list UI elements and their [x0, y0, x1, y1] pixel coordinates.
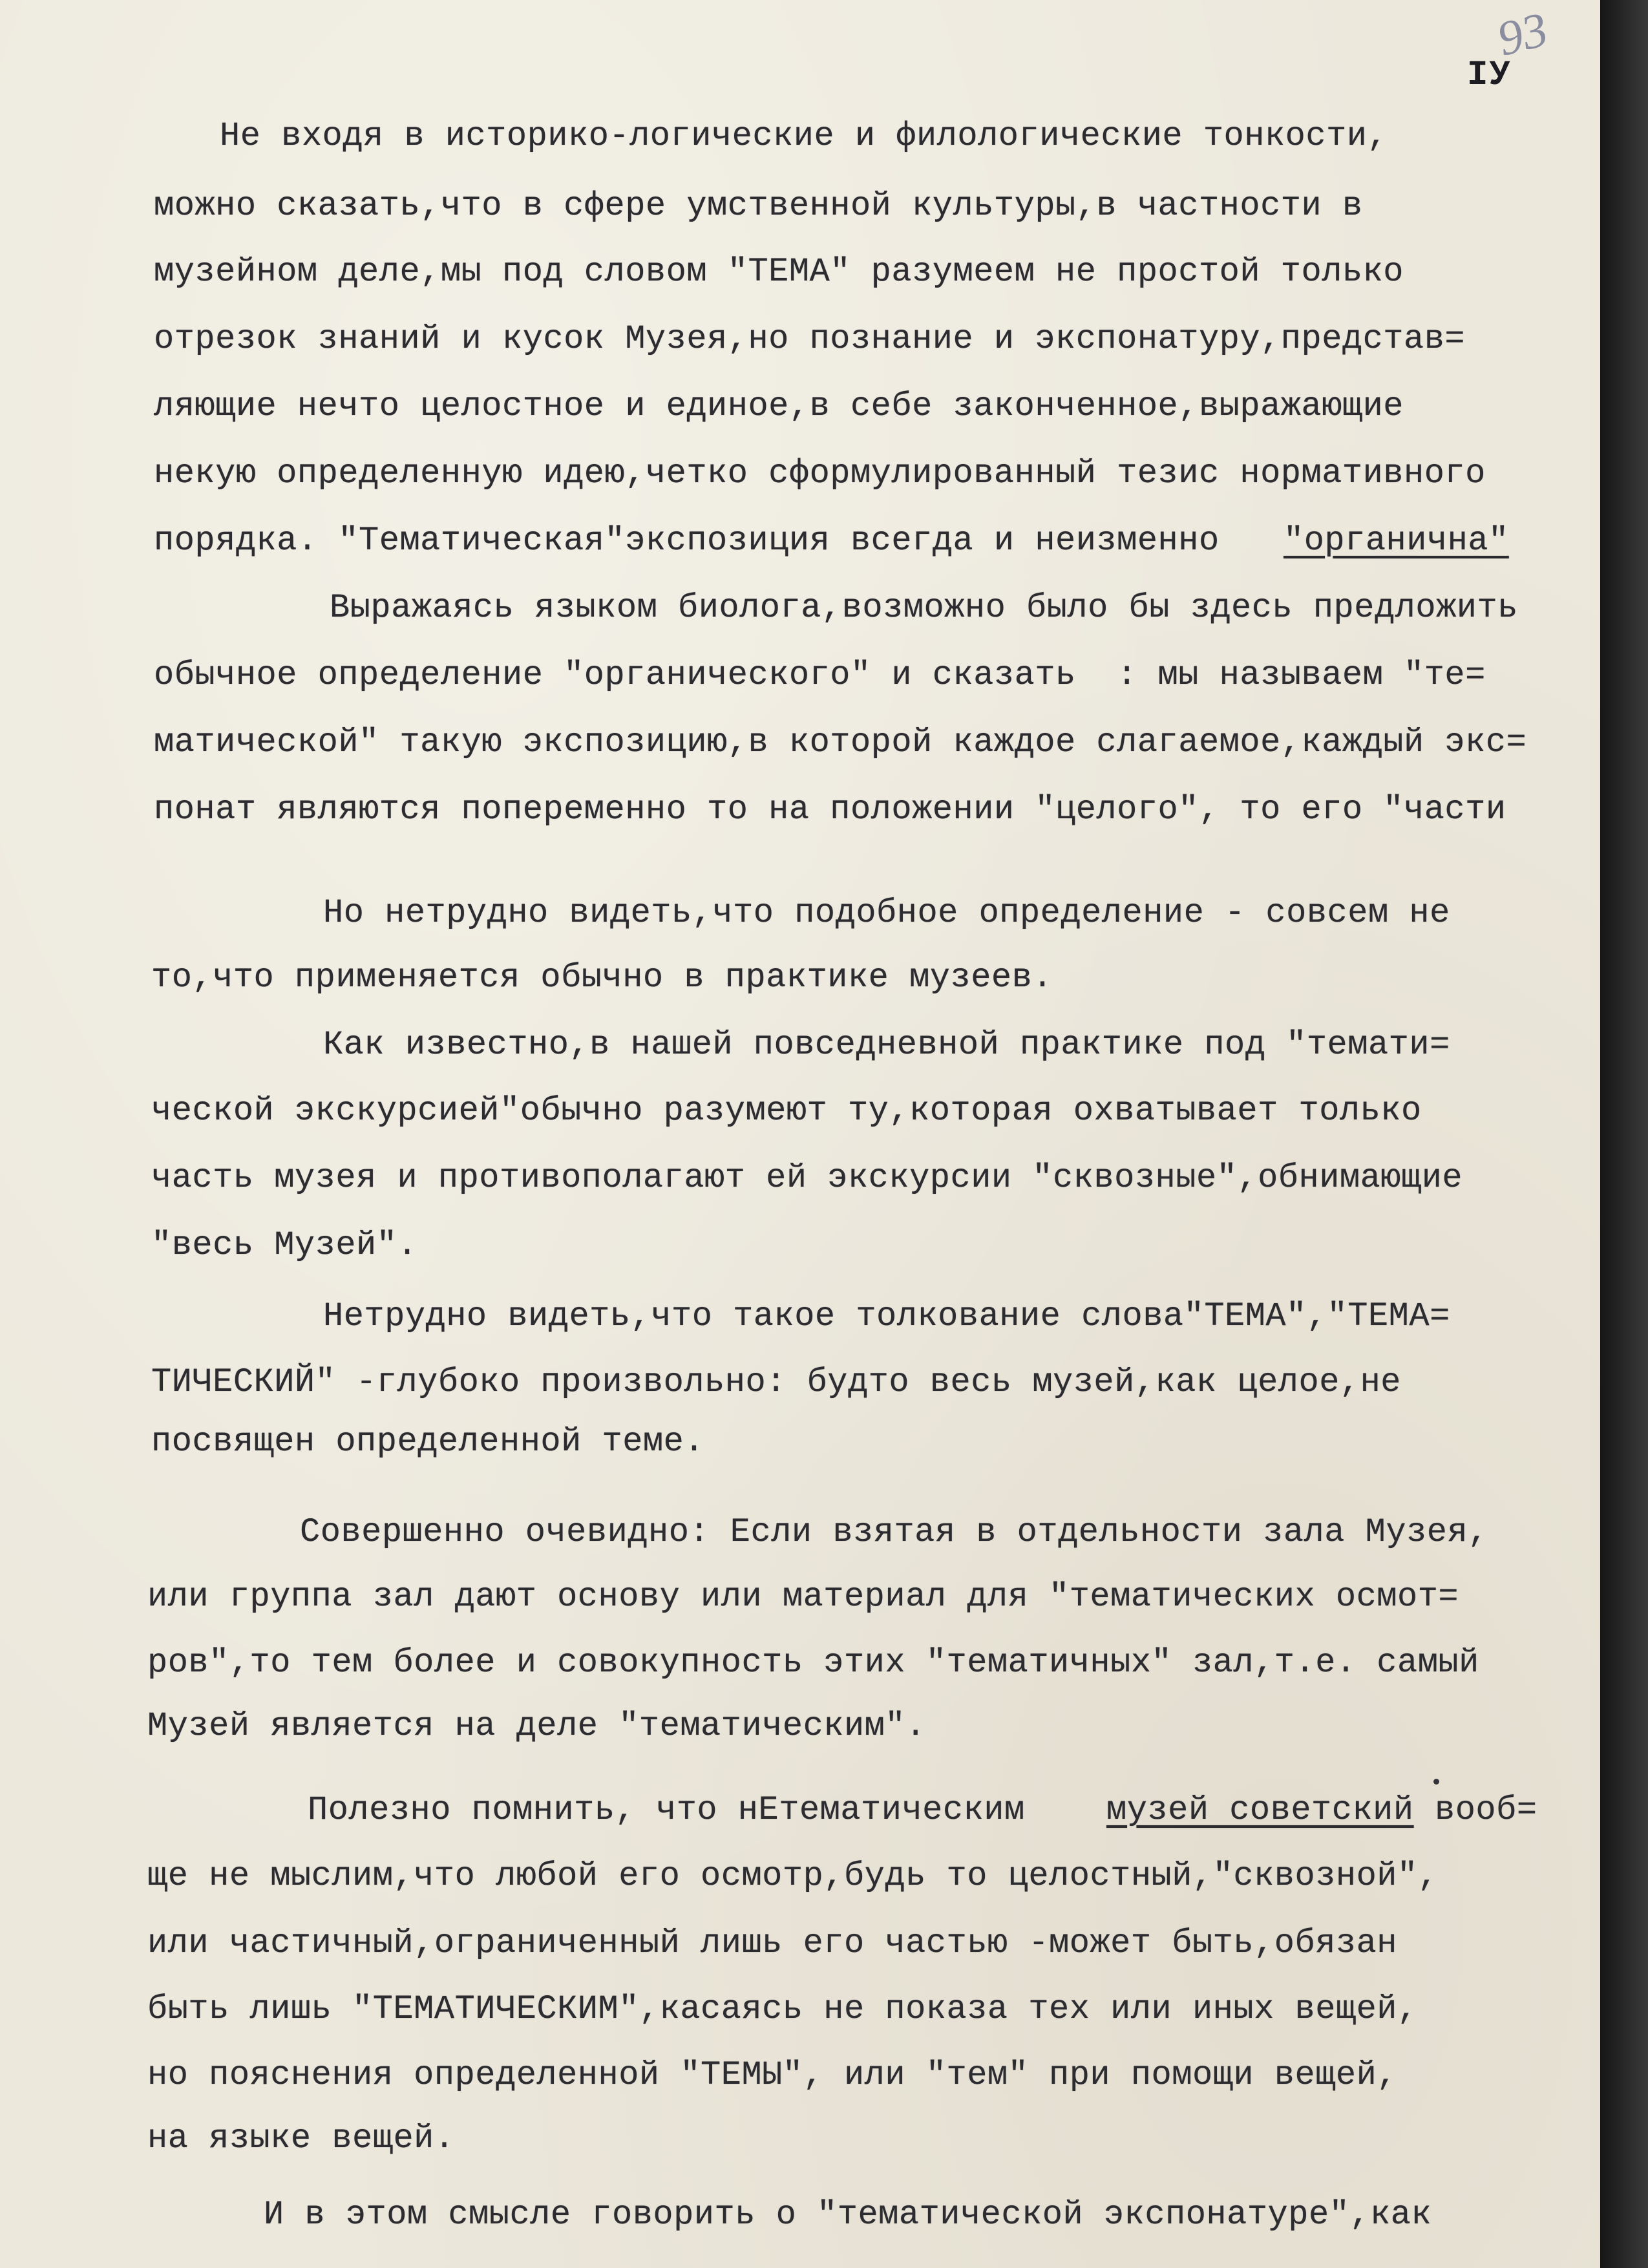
text-line: ще не мыслим,что любой его осмотр,будь то целостный,"сквозной",	[147, 1857, 1439, 1895]
text-line: вооб=	[1435, 1791, 1537, 1829]
text-line: быть лишь "ТЕМАТИЧЕСКИМ",касаясь не показа тех или иных вещей,	[147, 1990, 1418, 2028]
text-line: "весь Музей".	[151, 1226, 418, 1264]
text-line: можно сказать,что в сфере умственной культуры,в частности в	[154, 187, 1363, 225]
text-line: часть музея и противополагают ей экскурсии "сквозные",обнимающие	[151, 1159, 1463, 1197]
text-line: музейном деле,мы под словом "ТЕМА" разумеем не простой только	[154, 253, 1404, 291]
text-line: обычное определение "органического" и сказать : мы называем "те=	[154, 656, 1486, 694]
text-line: Как известно,в нашей повседневной практике под "темати=	[323, 1026, 1450, 1064]
text-line: ческой экскурсией"обычно разумеют ту,которая охватывает только	[151, 1092, 1422, 1130]
text-line: Нетрудно видеть,что такое толкование слова"ТЕМА","ТЕМА=	[323, 1297, 1450, 1335]
text-line: Полезно помнить, что нЕтематическим	[308, 1791, 1025, 1829]
page-number: IУ	[1467, 56, 1512, 95]
scan-background	[1600, 0, 1648, 2268]
text-line: некую определенную идею,четко сформулированный тезис нормативного	[154, 454, 1486, 493]
text-line: Музей является на деле "тематическим".	[147, 1707, 926, 1745]
text-line: на языке вещей.	[147, 2119, 455, 2157]
text-line: посвящен определенной теме.	[151, 1423, 705, 1461]
text-line: отрезок знаний и кусок Музея,но познание и экспонатуру,представ=	[154, 320, 1466, 358]
archive-folio-mark: 93	[1492, 2, 1553, 67]
text-line: но пояснения определенной "ТЕМЫ", или "тем" при помощи вещей,	[147, 2056, 1398, 2094]
ink-mark	[1433, 1779, 1439, 1785]
underlined-text: музей советский	[1106, 1791, 1414, 1829]
text-line: Не входя в историко-логические и филологические тонкости,	[220, 117, 1388, 155]
text-line: то,что применяется обычно в практике музеев.	[151, 959, 1053, 997]
text-line: ляющие нечто целостное и единое,в себе законченное,выражающие	[154, 387, 1404, 425]
text-line: Выражаясь языком биолога,возможно было бы здесь предложить	[330, 589, 1518, 627]
text-line: матической" такую экспозицию,в которой каждое слагаемое,каждый экс=	[154, 723, 1527, 761]
text-line: И в этом смысле говорить о "тематической экспонатуре",как	[264, 2196, 1432, 2234]
text-line: ров",то тем более и совокупность этих "тематичных" зал,т.е. самый	[147, 1644, 1479, 1682]
underlined-text: "органична"	[1284, 522, 1509, 560]
text-line: Но нетрудно видеть,что подобное определение - совсем не	[323, 894, 1450, 932]
text-line: порядка. "Тематическая"экспозиция всегда и неизменно	[154, 522, 1220, 560]
text-line: или группа зал дают основу или материал для "тематических осмот=	[147, 1578, 1459, 1616]
text-line: или частичный,ограниченный лишь его частью -может быть,обязан	[147, 1924, 1398, 1962]
text-line: ТИЧЕСКИЙ" -глубоко произвольно: будто весь музей,как целое,не	[151, 1363, 1402, 1401]
text-line: понат являются попеременно то на положении "целого", то его "части	[154, 790, 1506, 829]
text-line: Совершенно очевидно: Если взятая в отдельности зала Музея,	[300, 1513, 1488, 1551]
